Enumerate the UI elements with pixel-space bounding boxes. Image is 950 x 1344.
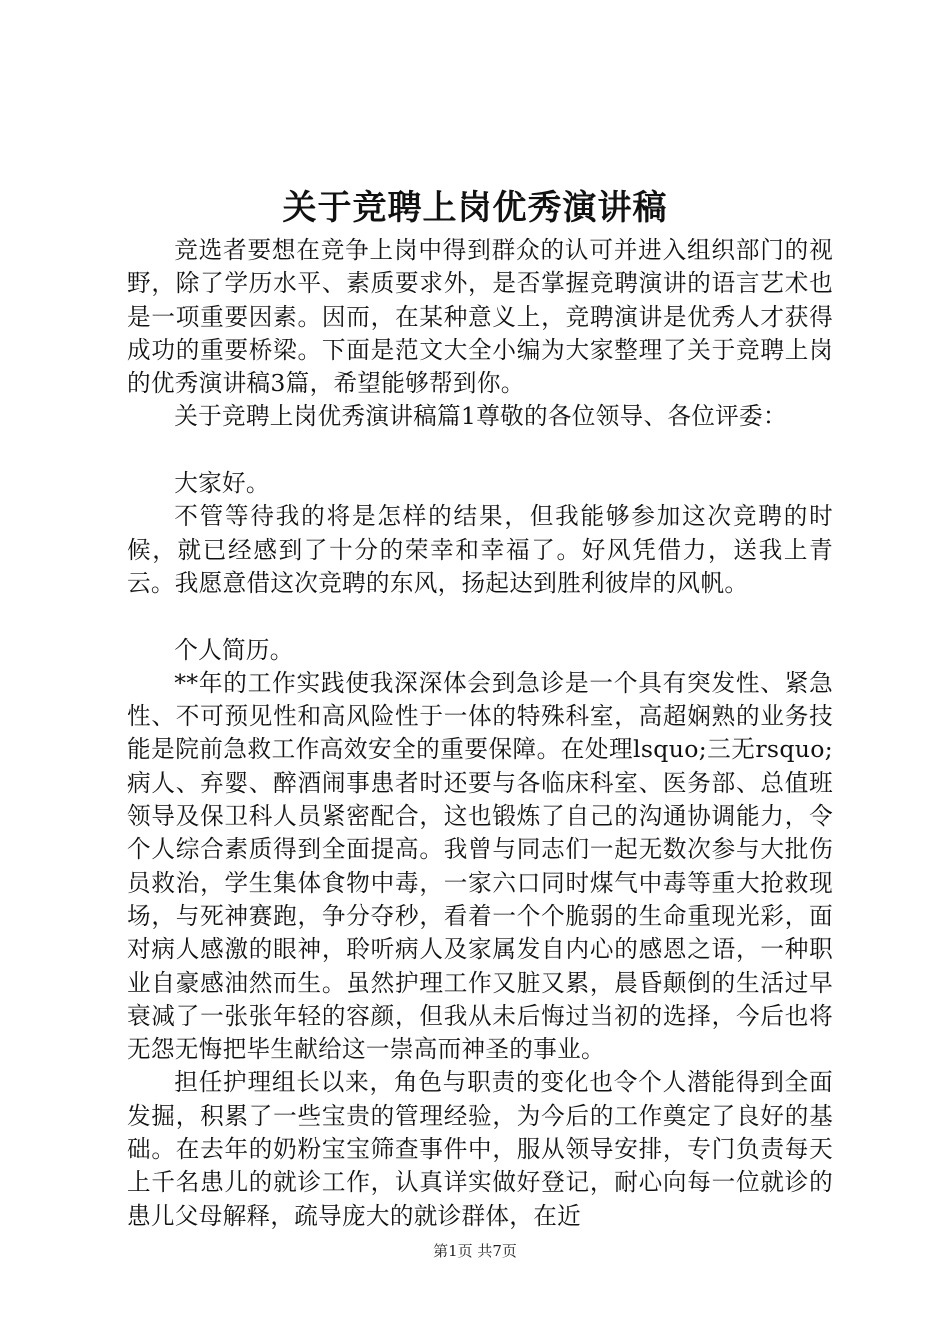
page-footer [0, 1240, 950, 1262]
page-number: 第1页 [433, 1242, 473, 1260]
paragraph-greeting: 大家好。 [174, 469, 270, 498]
paragraph-resume-heading: 个人简历。 [174, 635, 294, 664]
document-body [127, 234, 833, 1233]
paragraph-heading-salutation: 关于竞聘上岗优秀演讲稿篇1尊敬的各位领导、各位评委： [174, 402, 787, 431]
paragraph-leadership: 担任护理组长以来，角色与职责的变化也令个人潜能得到全面发掘，积累了一些宝贵的管理经验，为今后的工作奠定了良好的基础。在去年的奶粉宝宝筛查事件中，服从领导安排，专门负责每天上千名患儿的就诊工作，认真详实做好登记，耐心向每一位就诊的患儿父母解释，疏导庞大的就诊群体，在近 [127, 1068, 833, 1230]
paragraph-opening: 不管等待我的将是怎样的结果，但我能够参加这次竞聘的时候，就已经感到了十分的荣幸和幸福了。好风凭借力，送我上青云。我愿意借这次竞聘的东风，扬起达到胜利彼岸的风帆。 [127, 502, 833, 597]
document-title: 关于竞聘上岗优秀演讲稿 [282, 188, 668, 228]
paragraph-intro: 竞选者要想在竞争上岗中得到群众的认可并进入组织部门的视野，除了学历水平、素质要求外，是否掌握竞聘演讲的语言艺术也是一项重要因素。因而，在某种意义上，竞聘演讲是优秀人才获得成功的重要桥梁。下面是范文大全小编为大家整理了关于竞聘上岗的优秀演讲稿3篇，希望能够帮到你。 [127, 236, 833, 398]
page-total: 共7页 [477, 1242, 517, 1260]
paragraph-experience: **年的工作实践使我深深体会到急诊是一个具有突发性、紧急性、不可预见性和高风险性于一体的特殊科室，高超娴熟的业务技能是院前急救工作高效安全的重要保障。在处理lsquo;三无rsquo;病人、弃婴、醉酒闹事患者时还要与各临床科室、医务部、总值班领导及保卫科人员紧密配合，这也锻炼了自己的沟通协调能力，令个人综合素质得到全面提高。我曾与同志们一起无数次参与大批伤员救治，学生集体食物中毒，一家六口同时煤气中毒等重大抢救现场，与死神赛跑，争分夺秒，看着一个个脆弱的生命重现光彩，面对病人感激的眼神，聆听病人及家属发自内心的感恩之语，一种职业自豪感油然而生。虽然护理工作又脏又累，晨昏颠倒的生活过早衰减了一张张年轻的容颜，但我从未后悔过当初的选择，今后也将无怨无悔把毕生献给这一崇高而神圣的事业。 [127, 668, 833, 1064]
